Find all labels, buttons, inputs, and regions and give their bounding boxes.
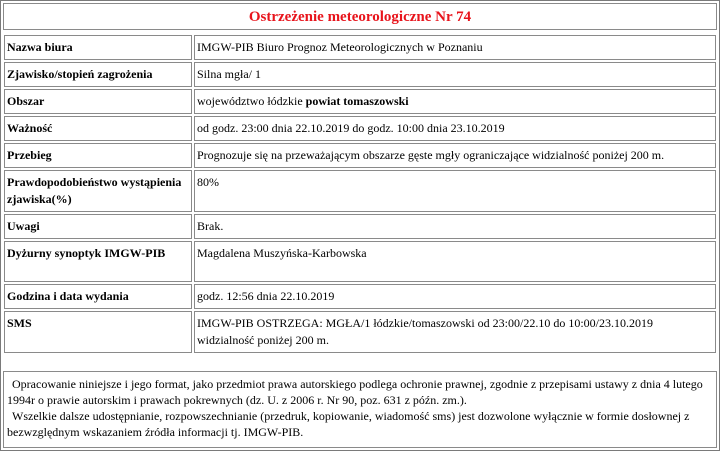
copyright-paragraph: Opracowanie niniejsze i jego format, jako przedmiot prawa autorskiego podlega ochronie prawnej, zgodnie z przepisami ustawy z dnia 4 lutego 1994r o prawie autorskim i prawach pokrewnych (dz. U. z 2006 r. Nr 90, poz. 631 z późn. zm.). bbox=[7, 377, 703, 407]
row-area bbox=[4, 89, 716, 114]
row-value: Prognozuje się na przeważającym obszarze gęste mgły ograniczające widzialność poniżej 200 m. bbox=[194, 143, 716, 168]
row-label: Zjawisko/stopień zagrożenia bbox=[4, 62, 192, 87]
row-office bbox=[4, 35, 716, 60]
row-label: Prawdopodobieństwo wystąpienia zjawiska(%) bbox=[4, 170, 192, 212]
row-issued bbox=[4, 284, 716, 309]
row-label: Ważność bbox=[4, 116, 192, 141]
row-validity bbox=[4, 116, 716, 141]
row-label: Uwagi bbox=[4, 214, 192, 239]
row-label: Dyżurny synoptyk IMGW-PIB bbox=[4, 241, 192, 282]
warning-info-table bbox=[2, 33, 718, 355]
row-sms bbox=[4, 311, 716, 353]
row-value: godz. 12:56 dnia 22.10.2019 bbox=[194, 284, 716, 309]
row-value bbox=[194, 89, 716, 114]
row-label: Przebieg bbox=[4, 143, 192, 168]
copyright-notice bbox=[3, 371, 717, 448]
row-probability bbox=[4, 170, 716, 212]
row-value: IMGW-PIB OSTRZEGA: MGŁA/1 łódzkie/tomaszowski od 23:00/22.10 do 10:00/23.10.2019 widzialność poniżej 200 m. bbox=[194, 311, 716, 353]
row-value: IMGW-PIB Biuro Prognoz Meteorologicznych w Poznaniu bbox=[194, 35, 716, 60]
row-value: 80% bbox=[194, 170, 716, 212]
area-voivodeship: województwo łódzkie bbox=[197, 94, 306, 108]
row-value: Brak. bbox=[194, 214, 716, 239]
row-value: od godz. 23:00 dnia 22.10.2019 do godz. 10:00 dnia 23.10.2019 bbox=[194, 116, 716, 141]
row-label: SMS bbox=[4, 311, 192, 353]
row-label: Nazwa biura bbox=[4, 35, 192, 60]
row-label: Godzina i data wydania bbox=[4, 284, 192, 309]
area-county: powiat tomaszowski bbox=[305, 94, 409, 108]
row-course bbox=[4, 143, 716, 168]
row-value: Silna mgła/ 1 bbox=[194, 62, 716, 87]
warning-title: Ostrzeżenie meteorologiczne Nr 74 bbox=[3, 3, 717, 30]
row-value: Magdalena Muszyńska-Karbowska bbox=[194, 241, 716, 282]
row-label: Obszar bbox=[4, 89, 192, 114]
row-forecaster bbox=[4, 241, 716, 282]
row-phenomenon bbox=[4, 62, 716, 87]
row-remarks bbox=[4, 214, 716, 239]
distribution-paragraph: Wszelkie dalsze udostępnianie, rozpowszechnianie (przedruk, kopiowanie, wiadomość sms) jest dozwolone wyłącznie w formie dosłownej z bezwzględnym wskazaniem źródła informacji tj. IMGW-PIB. bbox=[7, 409, 690, 439]
